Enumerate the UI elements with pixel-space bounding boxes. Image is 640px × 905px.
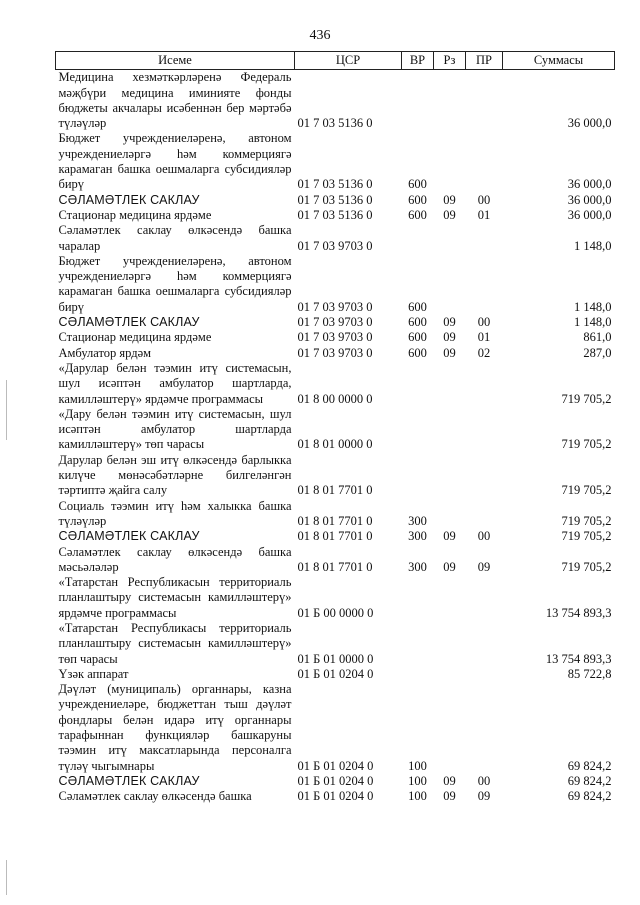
cell-vr: 600 <box>408 177 427 192</box>
cell-vr: 100 <box>408 773 427 788</box>
cell-csr: 01 Б 01 0204 0 <box>297 666 374 681</box>
cell-pr <box>466 131 503 192</box>
cell-vr <box>402 667 434 682</box>
cell-pr: 00 <box>477 192 491 207</box>
cell-sum: 36 000,0 <box>567 116 612 131</box>
cell-pr <box>466 667 503 682</box>
cell-vr: 100 <box>408 789 427 804</box>
cell-sum: 13 754 893,3 <box>545 651 612 666</box>
cell-name: Сәламәтлек саклау өлкәсендә башка <box>58 789 252 804</box>
table-row <box>56 499 615 530</box>
cell-vr: 600 <box>408 315 427 330</box>
table-row <box>56 315 615 330</box>
cell-vr: 600 <box>408 207 427 222</box>
cell-rz <box>434 131 466 192</box>
cell-name: «Дарулар белән тәэмин итү системасын, шул исәптән амбулатор шартларда, камилләштерү» ярдәмче программасы <box>58 360 292 406</box>
cell-sum: 719 705,2 <box>561 483 612 498</box>
cell-name: СӘЛАМӘТЛЕК САКЛАУ <box>58 315 200 330</box>
cell-pr: 00 <box>477 773 491 788</box>
cell-sum: 13 754 893,3 <box>545 605 612 620</box>
cell-vr <box>402 70 434 132</box>
table-row <box>56 330 615 345</box>
cell-vr <box>402 621 434 667</box>
cell-name: Стационар медицина ярдәме <box>58 330 212 345</box>
cell-vr: 300 <box>408 529 427 544</box>
cell-rz: 09 <box>443 315 456 330</box>
cell-rz: 09 <box>443 345 456 360</box>
cell-rz <box>434 223 466 254</box>
cell-pr <box>466 575 503 621</box>
cell-name: Стационар медицина ярдәме <box>58 207 212 222</box>
cell-csr: 01 8 01 7701 0 <box>297 483 373 498</box>
cell-vr <box>402 407 434 453</box>
cell-pr <box>466 361 503 407</box>
cell-sum: 287,0 <box>583 345 612 360</box>
margin-mark <box>6 860 7 895</box>
cell-csr: 01 7 03 5136 0 <box>297 177 373 192</box>
cell-vr <box>402 575 434 621</box>
cell-sum: 1 148,0 <box>574 299 612 314</box>
cell-rz: 09 <box>443 207 456 222</box>
cell-csr: 01 Б 01 0000 0 <box>297 651 374 666</box>
table-row <box>56 575 615 621</box>
cell-pr: 09 <box>477 789 491 804</box>
table-row <box>56 223 615 254</box>
cell-rz <box>434 621 466 667</box>
cell-name: Сәламәтлек саклау өлкәсендә башка мәсьәләләр <box>58 544 292 574</box>
cell-pr: 00 <box>477 529 491 544</box>
cell-sum: 36 000,0 <box>567 192 612 207</box>
cell-vr: 600 <box>408 192 427 207</box>
table-row <box>56 621 615 667</box>
cell-pr <box>466 499 503 530</box>
cell-vr <box>402 361 434 407</box>
table-row <box>56 70 615 132</box>
cell-name: СӘЛАМӘТЛЕК САКЛАУ <box>58 529 200 544</box>
cell-pr: 01 <box>477 330 491 345</box>
cell-rz <box>434 254 466 315</box>
cell-name: СӘЛАМӘТЛЕК САКЛАУ <box>58 192 200 207</box>
table-body <box>56 70 615 805</box>
table-row <box>56 453 615 499</box>
column-header-rz: Рз <box>434 52 466 70</box>
cell-name: «Дару белән тәэмин итү системасын, шул исәптән амбулатор шартларда камилләштерү» төп чарасы <box>58 406 292 452</box>
cell-rz <box>434 499 466 530</box>
cell-name: Бюджет учреждениеләренә, автоном учреждениеләргә һәм коммерциягә карамаган башка оешмаларга субсидияләр бирү <box>58 131 292 192</box>
cell-rz <box>434 407 466 453</box>
cell-pr <box>466 254 503 315</box>
cell-csr: 01 8 01 7701 0 <box>297 559 373 574</box>
budget-table <box>55 51 615 805</box>
column-header-name: Исеме <box>56 52 295 70</box>
cell-sum: 69 824,2 <box>567 758 612 773</box>
cell-rz: 09 <box>443 529 456 544</box>
cell-pr: 09 <box>477 559 491 574</box>
table-row <box>56 545 615 576</box>
cell-rz <box>434 682 466 774</box>
cell-rz <box>434 70 466 132</box>
cell-csr: 01 Б 00 0000 0 <box>297 605 374 620</box>
cell-vr: 600 <box>408 345 427 360</box>
cell-sum: 69 824,2 <box>567 789 612 804</box>
cell-name: Бюджет учреждениеләренә, автоном учреждениеләргә һәм коммерциягә карамаган башка оешмаларга субсидияләр бирү <box>58 253 292 314</box>
cell-pr <box>466 621 503 667</box>
table-row <box>56 682 615 774</box>
column-header-sum: Суммасы <box>503 52 615 70</box>
table-row <box>56 361 615 407</box>
cell-pr <box>466 223 503 254</box>
column-header-pr: ПР <box>466 52 503 70</box>
table-row <box>56 667 615 682</box>
cell-csr: 01 7 03 5136 0 <box>297 192 373 207</box>
cell-csr: 01 7 03 9703 0 <box>297 238 373 253</box>
table-row <box>56 346 615 361</box>
margin-mark <box>6 380 7 440</box>
table-row <box>56 774 615 789</box>
page-number: 436 <box>309 28 331 43</box>
cell-sum: 861,0 <box>583 330 612 345</box>
cell-name: Социаль тәэмин итү һәм халыкка башка түләүләр <box>58 498 292 528</box>
cell-vr: 300 <box>408 513 427 528</box>
cell-name: Үзәк аппарат <box>58 666 129 681</box>
cell-vr: 100 <box>408 758 427 773</box>
table-row <box>56 407 615 453</box>
cell-csr: 01 7 03 9703 0 <box>297 330 373 345</box>
cell-sum: 1 148,0 <box>574 238 612 253</box>
cell-pr: 00 <box>477 315 491 330</box>
cell-rz <box>434 453 466 499</box>
table-row <box>56 529 615 544</box>
cell-sum: 69 824,2 <box>567 773 612 788</box>
cell-csr: 01 7 03 5136 0 <box>297 116 373 131</box>
cell-vr: 600 <box>408 330 427 345</box>
cell-csr: 01 7 03 9703 0 <box>297 315 373 330</box>
cell-rz: 09 <box>443 330 456 345</box>
cell-rz <box>434 361 466 407</box>
table-row <box>56 208 615 223</box>
cell-sum: 719 705,2 <box>561 559 612 574</box>
cell-pr: 02 <box>477 345 491 360</box>
cell-pr <box>466 70 503 132</box>
cell-name: Дарулар белән эш итү өлкәсендә барлыкка килүче мөнәсәбәтләрне билгеләнгән тәртиптә җайга салу <box>58 452 292 498</box>
cell-vr <box>402 223 434 254</box>
table-row <box>56 193 615 208</box>
column-header-vr: ВР <box>402 52 434 70</box>
cell-rz: 09 <box>443 192 456 207</box>
cell-sum: 85 722,8 <box>567 666 612 681</box>
cell-sum: 1 148,0 <box>574 315 612 330</box>
cell-name: «Татарстан Республикасын территориаль планлаштыру системасын камилләштерү» ярдәмче программасы <box>58 575 292 620</box>
cell-vr <box>402 453 434 499</box>
cell-sum: 719 705,2 <box>561 513 612 528</box>
cell-name: СӘЛАМӘТЛЕК САКЛАУ <box>58 773 200 788</box>
cell-rz: 09 <box>443 773 456 788</box>
table-row <box>56 254 615 315</box>
cell-pr <box>466 453 503 499</box>
cell-vr: 600 <box>408 299 427 314</box>
cell-csr: 01 7 03 5136 0 <box>297 207 373 222</box>
cell-name: Дәүләт (муниципаль) органнары, казна учреждениеләре, бюджеттан тыш дәүләт фондлары белән идарә итү органнары тарафыннан функцияләр башкаруны тәэмин итү максатларында персоналга түләү чыгымнары <box>58 682 292 773</box>
cell-csr: 01 Б 01 0204 0 <box>297 758 374 773</box>
cell-pr: 01 <box>477 207 491 222</box>
cell-sum: 719 705,2 <box>561 391 612 406</box>
cell-sum: 719 705,2 <box>561 529 612 544</box>
table-row <box>56 131 615 192</box>
cell-rz: 09 <box>443 789 456 804</box>
cell-rz <box>434 667 466 682</box>
cell-name: «Татарстан Республикасы территориаль планлаштыру системасын камилләштерү» төп чарасы <box>58 620 292 666</box>
cell-vr: 300 <box>408 559 427 574</box>
table-row <box>56 789 615 804</box>
cell-name: Медицина хезмәткәрләренә Федераль мәҗбүри медицина иминияте фонды бюджеты акчалары исәбеннән бер мәртәбә түләүләр <box>58 70 292 131</box>
column-header-csr: ЦСР <box>295 52 402 70</box>
cell-pr <box>466 682 503 774</box>
cell-sum: 36 000,0 <box>567 207 612 222</box>
cell-sum: 36 000,0 <box>567 177 612 192</box>
table-header-row <box>56 52 615 70</box>
cell-pr <box>466 407 503 453</box>
cell-csr: 01 8 01 0000 0 <box>297 437 373 452</box>
cell-rz: 09 <box>443 559 456 574</box>
cell-name: Амбулатор ярдәм <box>58 345 152 360</box>
cell-csr: 01 7 03 9703 0 <box>297 299 373 314</box>
cell-csr: 01 7 03 9703 0 <box>297 345 373 360</box>
cell-csr: 01 Б 01 0204 0 <box>297 773 374 788</box>
cell-csr: 01 8 01 7701 0 <box>297 513 373 528</box>
cell-csr: 01 Б 01 0204 0 <box>297 789 374 804</box>
cell-sum: 719 705,2 <box>561 437 612 452</box>
cell-csr: 01 8 00 0000 0 <box>297 391 373 406</box>
cell-rz <box>434 575 466 621</box>
cell-name: Сәламәтлек саклау өлкәсендә башка чаралар <box>58 223 292 253</box>
cell-csr: 01 8 01 7701 0 <box>297 529 373 544</box>
